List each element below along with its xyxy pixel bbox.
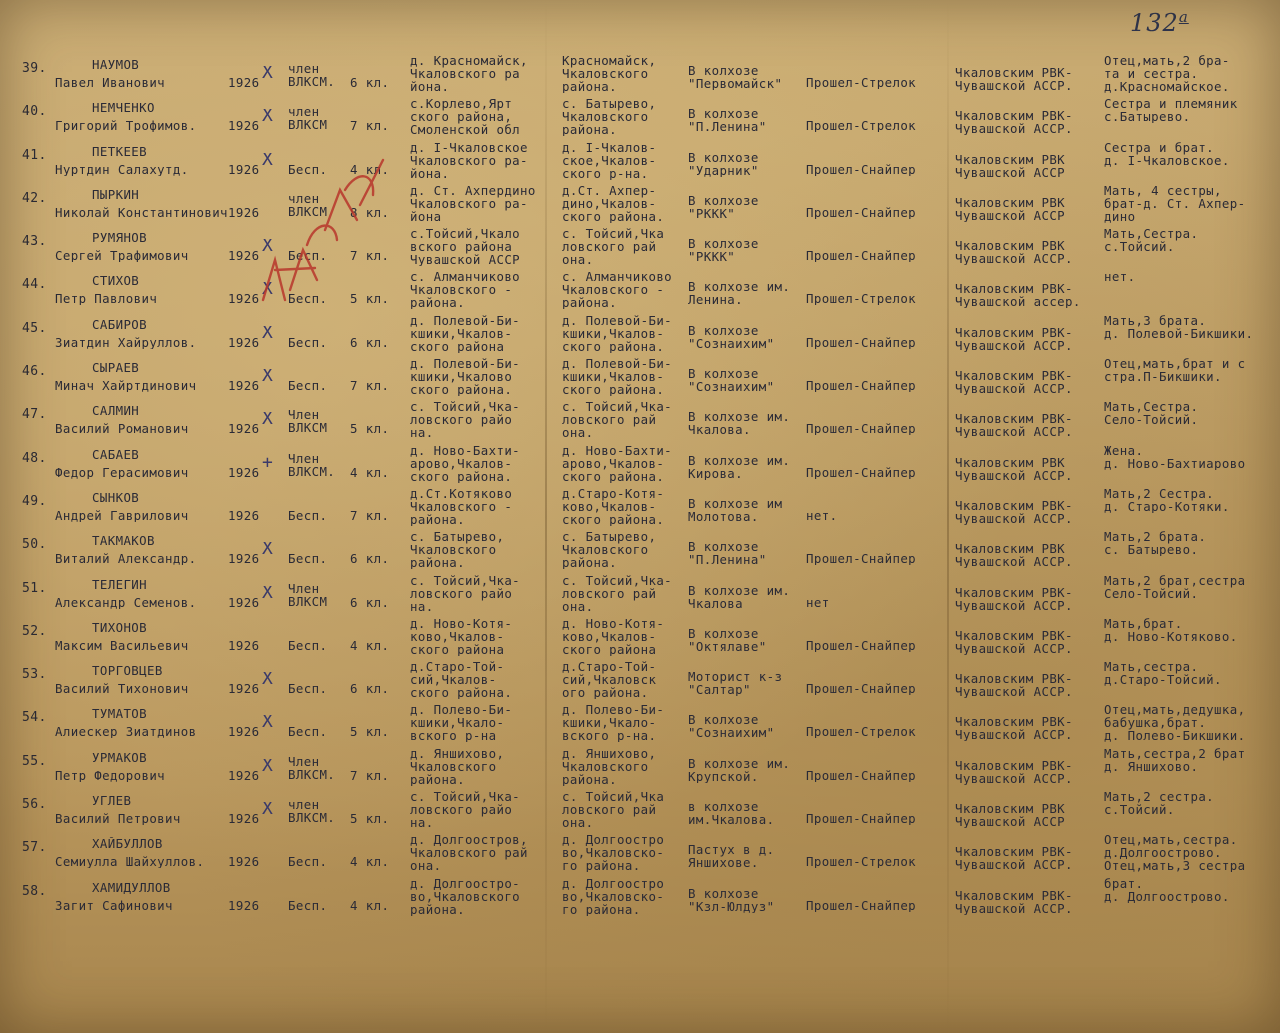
check-mark: X [262,109,274,123]
row-number-cell: 47. [22,408,47,422]
table-row [0,745,1280,788]
residence-cell: д. Яншихово, Чкаловского района. [562,746,657,786]
surname-cell: ТОРГОВЦЕВ [92,664,163,678]
check-mark: X [262,758,274,772]
row-number-cell: 48. [22,451,47,465]
table-row [0,442,1280,485]
birth-year-cell: 1926 [228,725,260,739]
draft-office-cell: Чкаловским РВК- Чувашской АССР. [955,325,1073,352]
relatives-cell: Мать,2 брата. с. Батырево. [1104,530,1207,557]
education-cell: 4 кл. [350,465,390,479]
occupation-cell: Моторист к-з "Салтар" [688,670,783,697]
party-status-cell: Бесп. [288,162,328,176]
education-cell: 5 кл. [350,422,390,436]
occupation-cell: В колхозе им Молотова. [688,496,783,523]
birthplace-cell: д. Долгоостро- во,Чкаловского района. [410,876,521,916]
party-status-cell: член ВЛКСМ [288,105,328,132]
relatives-cell: Мать, 4 сестры, брат-д. Ст. Ахпер- дино [1104,183,1246,223]
draft-office-cell: Чкаловским РВК- Чувашской АССР. [955,758,1073,785]
birth-year-cell: 1926 [228,768,260,782]
page-number: $132^а$ [1130,8,1189,37]
birth-year-cell: 1926 [228,465,260,479]
residence-cell: с. Тойсий,Чка ловского рай она. [562,790,665,830]
table-row [0,572,1280,615]
training-status-cell: Прошел-Стрелок [806,76,917,89]
education-cell: 6 кл. [350,335,390,349]
training-status-cell: Прошел-Снайпер [806,465,917,479]
table-row [0,355,1280,398]
party-status-cell: Член ВЛКСМ [288,581,328,608]
birthplace-cell: д. Долгоостров, Чкаловского рай она. [410,833,528,873]
training-status-cell: Прошел-Стрелок [806,855,917,869]
training-status-cell: Прошел-Снайпер [806,898,917,912]
table-row [0,398,1280,441]
table-row [0,268,1280,311]
birthplace-cell: д. Красномайск, Чкаловского ра йона. [410,54,528,93]
residence-cell: д. I-Чкалов- ское,Чкалов- ского р-на. [562,140,657,180]
party-status-cell: Бесп. [288,292,328,306]
first-patronymic-name-cell: Минач Хайртдинович [55,379,197,393]
birthplace-cell: д. Полево-Би- кшики,Чкало- вского р-на [410,703,513,743]
birthplace-cell: д. Яншихово, Чкаловского района. [410,746,505,786]
residence-cell: д.Ст. Ахпер- дино,Чкалов- ского района. [562,183,665,223]
residence-cell: д. Ново-Бахти- арово,Чкалов- ского района. [562,443,673,483]
education-cell: 5 кл. [350,812,390,826]
surname-cell: СТИХОВ [92,274,140,288]
draft-office-cell: Чкаловским РВК Чувашской АССР. [955,542,1073,569]
occupation-cell: В колхозе им. Кирова. [688,453,791,480]
check-mark: X [262,802,274,816]
party-status-cell: Бесп. [288,682,328,696]
check-mark: X [262,325,274,339]
row-number-cell: 46. [22,365,47,379]
occupation-cell: В колхозе "Ударник" [688,150,759,177]
birthplace-cell: д. Ст. Ахпердино Чкаловского ра- йона [410,183,536,223]
birth-year-cell: 1926 [228,335,260,349]
table-row [0,225,1280,268]
first-patronymic-name-cell: Андрей Гаврилович [55,508,189,522]
birth-year-cell: 1926 [228,898,260,912]
row-number-cell: 49. [22,494,47,508]
first-patronymic-name-cell: Загит Сафинович [55,898,173,912]
table-row [0,485,1280,528]
education-cell: 7 кл. [350,249,390,263]
surname-cell: САЛМИН [92,404,140,418]
party-status-cell: Бесп. [288,335,328,349]
first-patronymic-name-cell: Василий Романович [55,422,189,436]
surname-cell: САБАЕВ [92,447,140,461]
row-number-cell: 39. [22,62,47,75]
draft-office-cell: Чкаловским РВК- Чувашской АССР. [955,369,1073,396]
table-row [0,658,1280,701]
table-row [0,52,1280,95]
birth-year-cell: 1926 [228,595,260,609]
first-patronymic-name-cell: Василий Петрович [55,812,181,826]
occupation-cell: В колхозе "Октялаве" [688,626,767,653]
occupation-cell: В колхозе "РККК" [688,193,759,220]
row-number-cell: 55. [22,754,47,768]
draft-office-cell: Чкаловским РВК- Чувашской АССР. [955,66,1073,92]
birth-year-cell: 1926 [228,205,260,219]
row-number-cell: 53. [22,668,47,682]
surname-cell: ХАЙБУЛЛОВ [92,837,163,851]
occupation-cell: В колхозе им. Чкалова. [688,410,791,437]
check-mark: X [262,282,274,296]
training-status-cell: Прошел-Снайпер [806,552,917,566]
row-number-cell: 42. [22,191,47,205]
occupation-cell: В колхозе "Сознаихим" [688,323,775,350]
surname-cell: ТИХОНОВ [92,620,148,634]
birth-year-cell: 1926 [228,638,260,652]
birth-year-cell: 1926 [228,379,260,393]
party-status-cell: Бесп. [288,508,328,522]
relatives-cell: Отец,мать,дедушка, бабушка,брат. д. Полево-Бикшики. [1104,703,1246,743]
first-patronymic-name-cell: Виталий Александр. [55,552,197,566]
first-patronymic-name-cell: Максим Васильевич [55,638,189,652]
first-patronymic-name-cell: Семиулла Шайхуллов. [55,855,205,869]
residence-cell: с. Тойсий,Чка ловского рай она. [562,227,665,267]
birthplace-cell: д. I-Чкаловское Чкаловского ра- йона. [410,140,528,180]
occupation-cell: В колхозе им. Крупской. [688,756,791,783]
relatives-cell: Отец,мать,брат и с стра.П-Бикшики. [1104,357,1246,384]
education-cell: 5 кл. [350,725,390,739]
training-status-cell: Прошел-Стрелок [806,292,917,306]
birthplace-cell: д.Ст.Котяково Чкаловского - района. [410,486,513,526]
relatives-cell: Мать,2 брат,сестра Село-Тойсий. [1104,573,1246,600]
relatives-cell: Жена. д. Ново-Бахтиарово [1104,443,1246,470]
birth-year-cell: 1926 [228,508,260,522]
party-status-cell: Бесп. [288,855,328,869]
party-status-cell: Член ВЛКСМ [288,408,328,435]
draft-office-cell: Чкаловским РВК- Чувашской АССР. [955,845,1073,872]
relatives-cell: Мать,2 Сестра. д. Старо-Котяки. [1104,486,1230,513]
education-cell: 4 кл. [350,162,390,176]
occupation-cell: В колхозе им. Ленина. [688,280,791,307]
residence-cell: д. Долгоостро во,Чкаловско- го района. [562,833,665,873]
party-status-cell: Член ВЛКСМ. [288,451,336,478]
surname-cell: ТУМАТОВ [92,707,148,721]
party-status-cell: Бесп. [288,638,328,652]
draft-office-cell: Чкаловским РВК- Чувашской ассер. [955,282,1081,309]
birth-year-cell: 1926 [228,552,260,566]
surname-cell: ПЕТКЕЕВ [92,144,148,158]
row-number-cell: 57. [22,841,47,855]
check-mark: X [262,585,274,599]
surname-cell: НЕМЧЕНКО [92,101,155,115]
draft-office-cell: Чкаловским РВК- Чувашской АССР. [955,715,1073,742]
training-status-cell: Прошел-Стрелок [806,725,917,739]
table-row [0,831,1280,874]
relatives-cell: нет. [1104,270,1136,284]
relatives-cell: Сестра и брат. д. I-Чкаловское. [1104,140,1230,167]
training-status-cell: нет [806,595,830,609]
row-number-cell: 44. [22,278,47,292]
row-number-cell: 58. [22,884,47,898]
party-status-cell: Бесп. [288,725,328,739]
education-cell: 7 кл. [350,379,390,393]
birthplace-cell: с.Корлево,Ярт ского района, Смоленской обл [410,97,521,137]
first-patronymic-name-cell: Сергей Трафимович [55,249,189,263]
education-cell: 5 кл. [350,292,390,306]
birthplace-cell: д. Полевой-Би- кшики,Чкалов- ского района [410,313,521,353]
relatives-cell: Мать,сестра,2 брат д. Яншихово. [1104,746,1246,773]
occupation-cell: В колхозе "П.Ленина" [688,107,767,134]
residence-cell: д. Полево-Би- кшики,Чкало- вского р-на. [562,703,665,743]
party-status-cell: Член ВЛКСМ. [288,754,336,781]
residence-cell: д. Ново-Котя- ково,Чкалов- ского района [562,616,665,656]
occupation-cell: В колхозе "РККК" [688,237,759,264]
training-status-cell: нет. [806,508,838,522]
relatives-cell: Мать,Сестра. с.Тойсий. [1104,227,1199,254]
relatives-cell: Мать,Сестра. Село-Тойсий. [1104,400,1199,427]
table-row [0,139,1280,182]
residence-cell: д.Старо-Той- сий,Чкаловск ого района. [562,660,657,700]
training-status-cell: Прошел-Снайпер [806,768,917,782]
training-status-cell: Прошел-Снайпер [806,638,917,652]
education-cell: 8 кл. [350,205,390,219]
education-cell: 7 кл. [350,508,390,522]
residence-cell: с. Батырево, Чкаловского района. [562,97,657,137]
row-number-cell: 54. [22,711,47,725]
education-cell: 4 кл. [350,855,390,869]
party-status-cell: член ВЛКСМ. [288,62,336,88]
residence-cell: д. Полевой-Би- кшики,Чкалов- ского района. [562,357,673,397]
surname-cell: ХАМИДУЛЛОВ [92,880,171,894]
draft-office-cell: Чкаловским РВК Чувашской АССР [955,802,1066,829]
first-patronymic-name-cell: Алиескер Зиатдинов [55,725,197,739]
surname-cell: ТЕЛЕГИН [92,577,148,591]
relatives-cell: Мать,сестра. д.Старо-Тойсий. [1104,660,1222,687]
training-status-cell: Прошел-Снайпер [806,335,917,349]
occupation-cell: В колхозе "Сознаихим" [688,367,775,394]
first-patronymic-name-cell: Петр Федорович [55,768,166,782]
birthplace-cell: с. Батырево, Чкаловского района. [410,530,505,570]
training-status-cell: Прошел-Снайпер [806,422,917,436]
check-mark: X [262,66,274,79]
table-row [0,875,1280,918]
occupation-cell: В колхозе "Первомайск" [688,64,783,90]
check-mark: X [262,239,274,253]
birth-year-cell: 1926 [228,162,260,176]
birthplace-cell: с. Тойсий,Чка- ловского райо на. [410,400,521,440]
residence-cell: д. Полевой-Би- кшики,Чкалов- ского района. [562,313,673,353]
row-number-cell: 52. [22,624,47,638]
occupation-cell: В колхозе "Сознаихим" [688,713,775,740]
relatives-cell: Мать,3 брата. д. Полевой-Бикшики. [1104,313,1254,340]
draft-office-cell: Чкаловским РВК Чувашской АССР [955,195,1066,222]
surname-cell: СЫНКОВ [92,490,140,504]
draft-office-cell: Чкаловским РВК Чувашской АССР [955,152,1066,179]
residence-cell: Красномайск, Чкаловского района. [562,54,657,93]
draft-office-cell: Чкаловским РВК Чувашской АССР. [955,239,1073,266]
relatives-cell: Сестра и племяник с.Батырево. [1104,97,1238,124]
row-number-cell: 40. [22,105,47,119]
education-cell: 6 кл. [350,552,390,566]
first-patronymic-name-cell: Василий Тихонович [55,682,189,696]
residence-cell: с. Алманчиково Чкаловского - района. [562,270,673,310]
birthplace-cell: с. Тойсий,Чка- ловского райо на. [410,573,521,613]
first-patronymic-name-cell: Павел Иванович [55,76,166,89]
register-list [0,52,1280,918]
table-row [0,788,1280,831]
surname-cell: СЫРАЕВ [92,361,140,375]
relatives-cell: Отец,мать,сестра. д.Долгоострово. Отец,мать,3 сестра [1104,833,1246,873]
education-cell: 7 кл. [350,119,390,133]
row-number-cell: 50. [22,538,47,552]
draft-office-cell: Чкаловским РВК Чувашской АССР. [955,455,1073,482]
first-patronymic-name-cell: Григорий Трофимов. [55,119,197,133]
draft-office-cell: Чкаловским РВК- Чувашской АССР. [955,585,1073,612]
training-status-cell: Прошел-Снайпер [806,205,917,219]
birth-year-cell: 1926 [228,119,260,133]
birthplace-cell: д. Полевой-Би- кшики,Чкалово ского района. [410,357,521,397]
row-number-cell: 51. [22,581,47,595]
first-patronymic-name-cell: Петр Павлович [55,292,158,306]
education-cell: 4 кл. [350,638,390,652]
party-status-cell: Бесп. [288,898,328,912]
relatives-cell: Мать,брат. д. Ново-Котяково. [1104,616,1238,643]
surname-cell: ТАКМАКОВ [92,534,155,548]
education-cell: 6 кл. [350,76,390,89]
training-status-cell: Прошел-Стрелок [806,119,917,133]
table-row [0,95,1280,138]
birthplace-cell: с. Тойсий,Чка- ловского райо на. [410,790,521,830]
birth-year-cell: 1926 [228,249,260,263]
relatives-cell: Отец,мать,2 бра- та и сестра. д.Красномайское. [1104,54,1230,93]
row-number-cell: 45. [22,321,47,335]
birth-year-cell: 1926 [228,422,260,436]
table-row [0,615,1280,658]
check-mark: X [262,152,274,166]
birth-year-cell: 1926 [228,76,260,89]
surname-cell: НАУМОВ [92,58,140,71]
occupation-cell: в колхозе им.Чкалова. [688,800,775,827]
birth-year-cell: 1926 [228,682,260,696]
table-row [0,528,1280,571]
draft-office-cell: Чкаловским РВК- Чувашской АССР. [955,412,1073,439]
first-patronymic-name-cell: Зиатдин Хайруллов. [55,335,197,349]
row-number-cell: 56. [22,798,47,812]
birthplace-cell: с.Тойсий,Чкало вского района Чувашской АССР [410,227,521,267]
relatives-cell: брат. д. Долгоострово. [1104,876,1230,903]
check-mark: + [262,455,274,469]
residence-cell: д.Старо-Котя- ково,Чкалов- ского района. [562,486,665,526]
education-cell: 6 кл. [350,682,390,696]
birth-year-cell: 1926 [228,855,260,869]
check-mark: X [262,412,274,426]
surname-cell: ПЫРКИН [92,187,140,201]
education-cell: 7 кл. [350,768,390,782]
training-status-cell: Прошел-Снайпер [806,162,917,176]
first-patronymic-name-cell: Александр Семенов. [55,595,197,609]
surname-cell: РУМЯНОВ [92,231,148,245]
party-status-cell: Бесп. [288,379,328,393]
first-patronymic-name-cell: Николай Константинович [55,205,228,219]
check-mark: X [262,542,274,556]
residence-cell: с. Тойсий,Чка- ловского рай она. [562,573,673,613]
training-status-cell: Прошел-Снайпер [806,379,917,393]
birth-year-cell: 1926 [228,812,260,826]
training-status-cell: Прошел-Снайпер [806,812,917,826]
birthplace-cell: с. Алманчиково Чкаловского - района. [410,270,521,310]
birthplace-cell: д.Старо-Той- сий,Чкалов- ского района. [410,660,513,700]
draft-office-cell: Чкаловским РВК- Чувашской АССР. [955,498,1073,525]
training-status-cell: Прошел-Снайпер [806,249,917,263]
first-patronymic-name-cell: Федор Герасимович [55,465,189,479]
birth-year-cell: 1926 [228,292,260,306]
table-row [0,312,1280,355]
party-status-cell: Бесп. [288,249,328,263]
occupation-cell: В колхозе "Кзл-Юлдуз" [688,886,775,913]
draft-office-cell: Чкаловским РВК- Чувашской АССР. [955,672,1073,699]
draft-office-cell: Чкаловским РВК- Чувашской АССР. [955,628,1073,655]
surname-cell: УГЛЕВ [92,794,132,808]
party-status-cell: член ВЛКСМ. [288,798,336,825]
check-mark: X [262,369,274,383]
table-row [0,701,1280,744]
relatives-cell: Мать,2 сестра. с.Тойсий. [1104,790,1215,817]
training-status-cell: Прошел-Снайпер [806,682,917,696]
table-row [0,182,1280,225]
education-cell: 6 кл. [350,595,390,609]
occupation-cell: Пастух в д. Яншихове. [688,843,775,870]
check-mark: X [262,672,274,686]
occupation-cell: В колхозе "П.Ленина" [688,540,767,567]
draft-office-cell: Чкаловским РВК- Чувашской АССР. [955,888,1073,915]
birthplace-cell: д. Ново-Бахти- арово,Чкалов- ского района. [410,443,521,483]
occupation-cell: В колхозе им. Чкалова [688,583,791,610]
check-mark: X [262,715,274,729]
education-cell: 4 кл. [350,898,390,912]
first-patronymic-name-cell: Нуртдин Салахутд. [55,162,189,176]
row-number-cell: 43. [22,235,47,249]
surname-cell: УРМАКОВ [92,750,148,764]
draft-office-cell: Чкаловским РВК- Чувашской АССР. [955,109,1073,136]
surname-cell: САБИРОВ [92,317,148,331]
residence-cell: д. Долгоостро во,Чкаловско- го района. [562,876,665,916]
party-status-cell: Бесп. [288,552,328,566]
residence-cell: с. Тойсий,Чка- ловского рай она. [562,400,673,440]
birthplace-cell: д. Ново-Котя- ково,Чкалов- ского района [410,616,513,656]
party-status-cell: член ВЛКСМ [288,191,328,218]
residence-cell: с. Батырево, Чкаловского района. [562,530,657,570]
row-number-cell: 41. [22,148,47,162]
